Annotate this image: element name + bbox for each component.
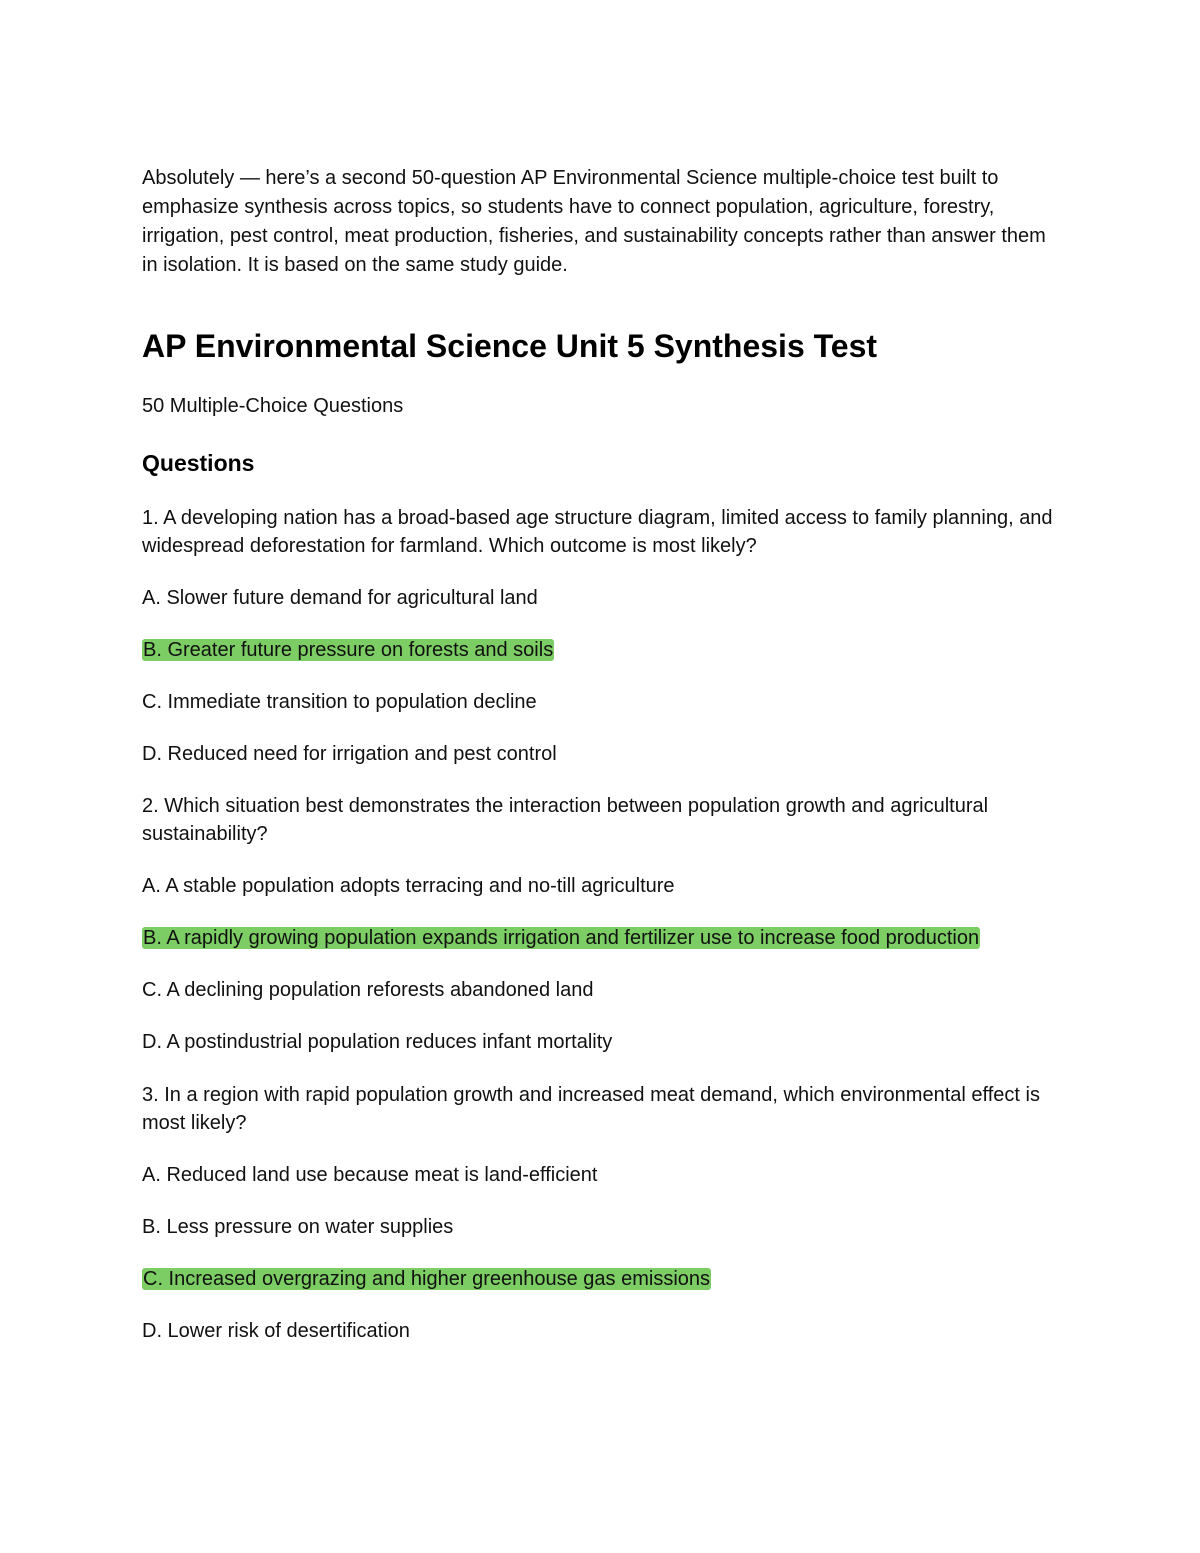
- answer-option: [142, 924, 1062, 952]
- section-heading: Questions: [142, 450, 255, 476]
- answer-option: [142, 688, 1062, 716]
- highlighted-answer: B. Greater future pressure on forests and soils: [143, 639, 554, 661]
- document-page: [142, 164, 1062, 1345]
- answer-option-text: A. A stable population adopts terracing and no-till agriculture: [142, 875, 675, 897]
- answer-option: [142, 584, 1062, 612]
- answer-option-text: D. A postindustrial population reduces infant mortality: [142, 1031, 613, 1053]
- question-stem: 1. A developing nation has a broad-based age structure diagram, limited access to family planning, and widespread deforestation for farmland. Which outcome is most likely?: [142, 507, 1053, 557]
- answer-option: [142, 1265, 1062, 1293]
- answer-option-text: C. Immediate transition to population decline: [142, 691, 537, 713]
- highlighted-answer: B. A rapidly growing population expands irrigation and fertilizer use to increase food production: [143, 927, 980, 949]
- highlighted-answer: C. Increased overgrazing and higher greenhouse gas emissions: [143, 1268, 711, 1290]
- answer-option: [142, 1213, 1062, 1241]
- document-subtitle: 50 Multiple-Choice Questions: [142, 395, 404, 417]
- question-block: [142, 504, 1062, 768]
- answer-option: [142, 1028, 1062, 1056]
- question-list: [142, 504, 1062, 1345]
- answer-option: [142, 636, 1062, 664]
- intro-paragraph: Absolutely — here’s a second 50-question AP Environmental Science multiple-choice test built to emphasize synthesis across topics, so students have to connect population, agriculture, forestry, irrigation, pest control, meat production, fisheries, and sustainability concepts rather than answer them in isolation. It is based on the same study guide.: [142, 167, 1046, 276]
- answer-option-text: C. A declining population reforests abandoned land: [142, 979, 594, 1001]
- answer-option: [142, 1317, 1062, 1345]
- answer-option-text: B. Less pressure on water supplies: [142, 1216, 454, 1238]
- document-title: AP Environmental Science Unit 5 Synthesis Test: [142, 328, 878, 364]
- question-block: [142, 792, 1062, 1056]
- question-stem: 2. Which situation best demonstrates the interaction between population growth and agricultural sustainability?: [142, 795, 989, 845]
- answer-option: [142, 1161, 1062, 1189]
- question-block: [142, 1081, 1062, 1345]
- answer-option-text: D. Lower risk of desertification: [142, 1320, 410, 1342]
- question-stem: 3. In a region with rapid population growth and increased meat demand, which environmental effect is most likely?: [142, 1084, 1040, 1134]
- answer-option: [142, 872, 1062, 900]
- answer-option: [142, 976, 1062, 1004]
- answer-option-text: D. Reduced need for irrigation and pest control: [142, 743, 557, 765]
- answer-option: [142, 740, 1062, 768]
- answer-option-text: A. Slower future demand for agricultural land: [142, 587, 538, 609]
- answer-option-text: A. Reduced land use because meat is land-efficient: [142, 1164, 598, 1186]
